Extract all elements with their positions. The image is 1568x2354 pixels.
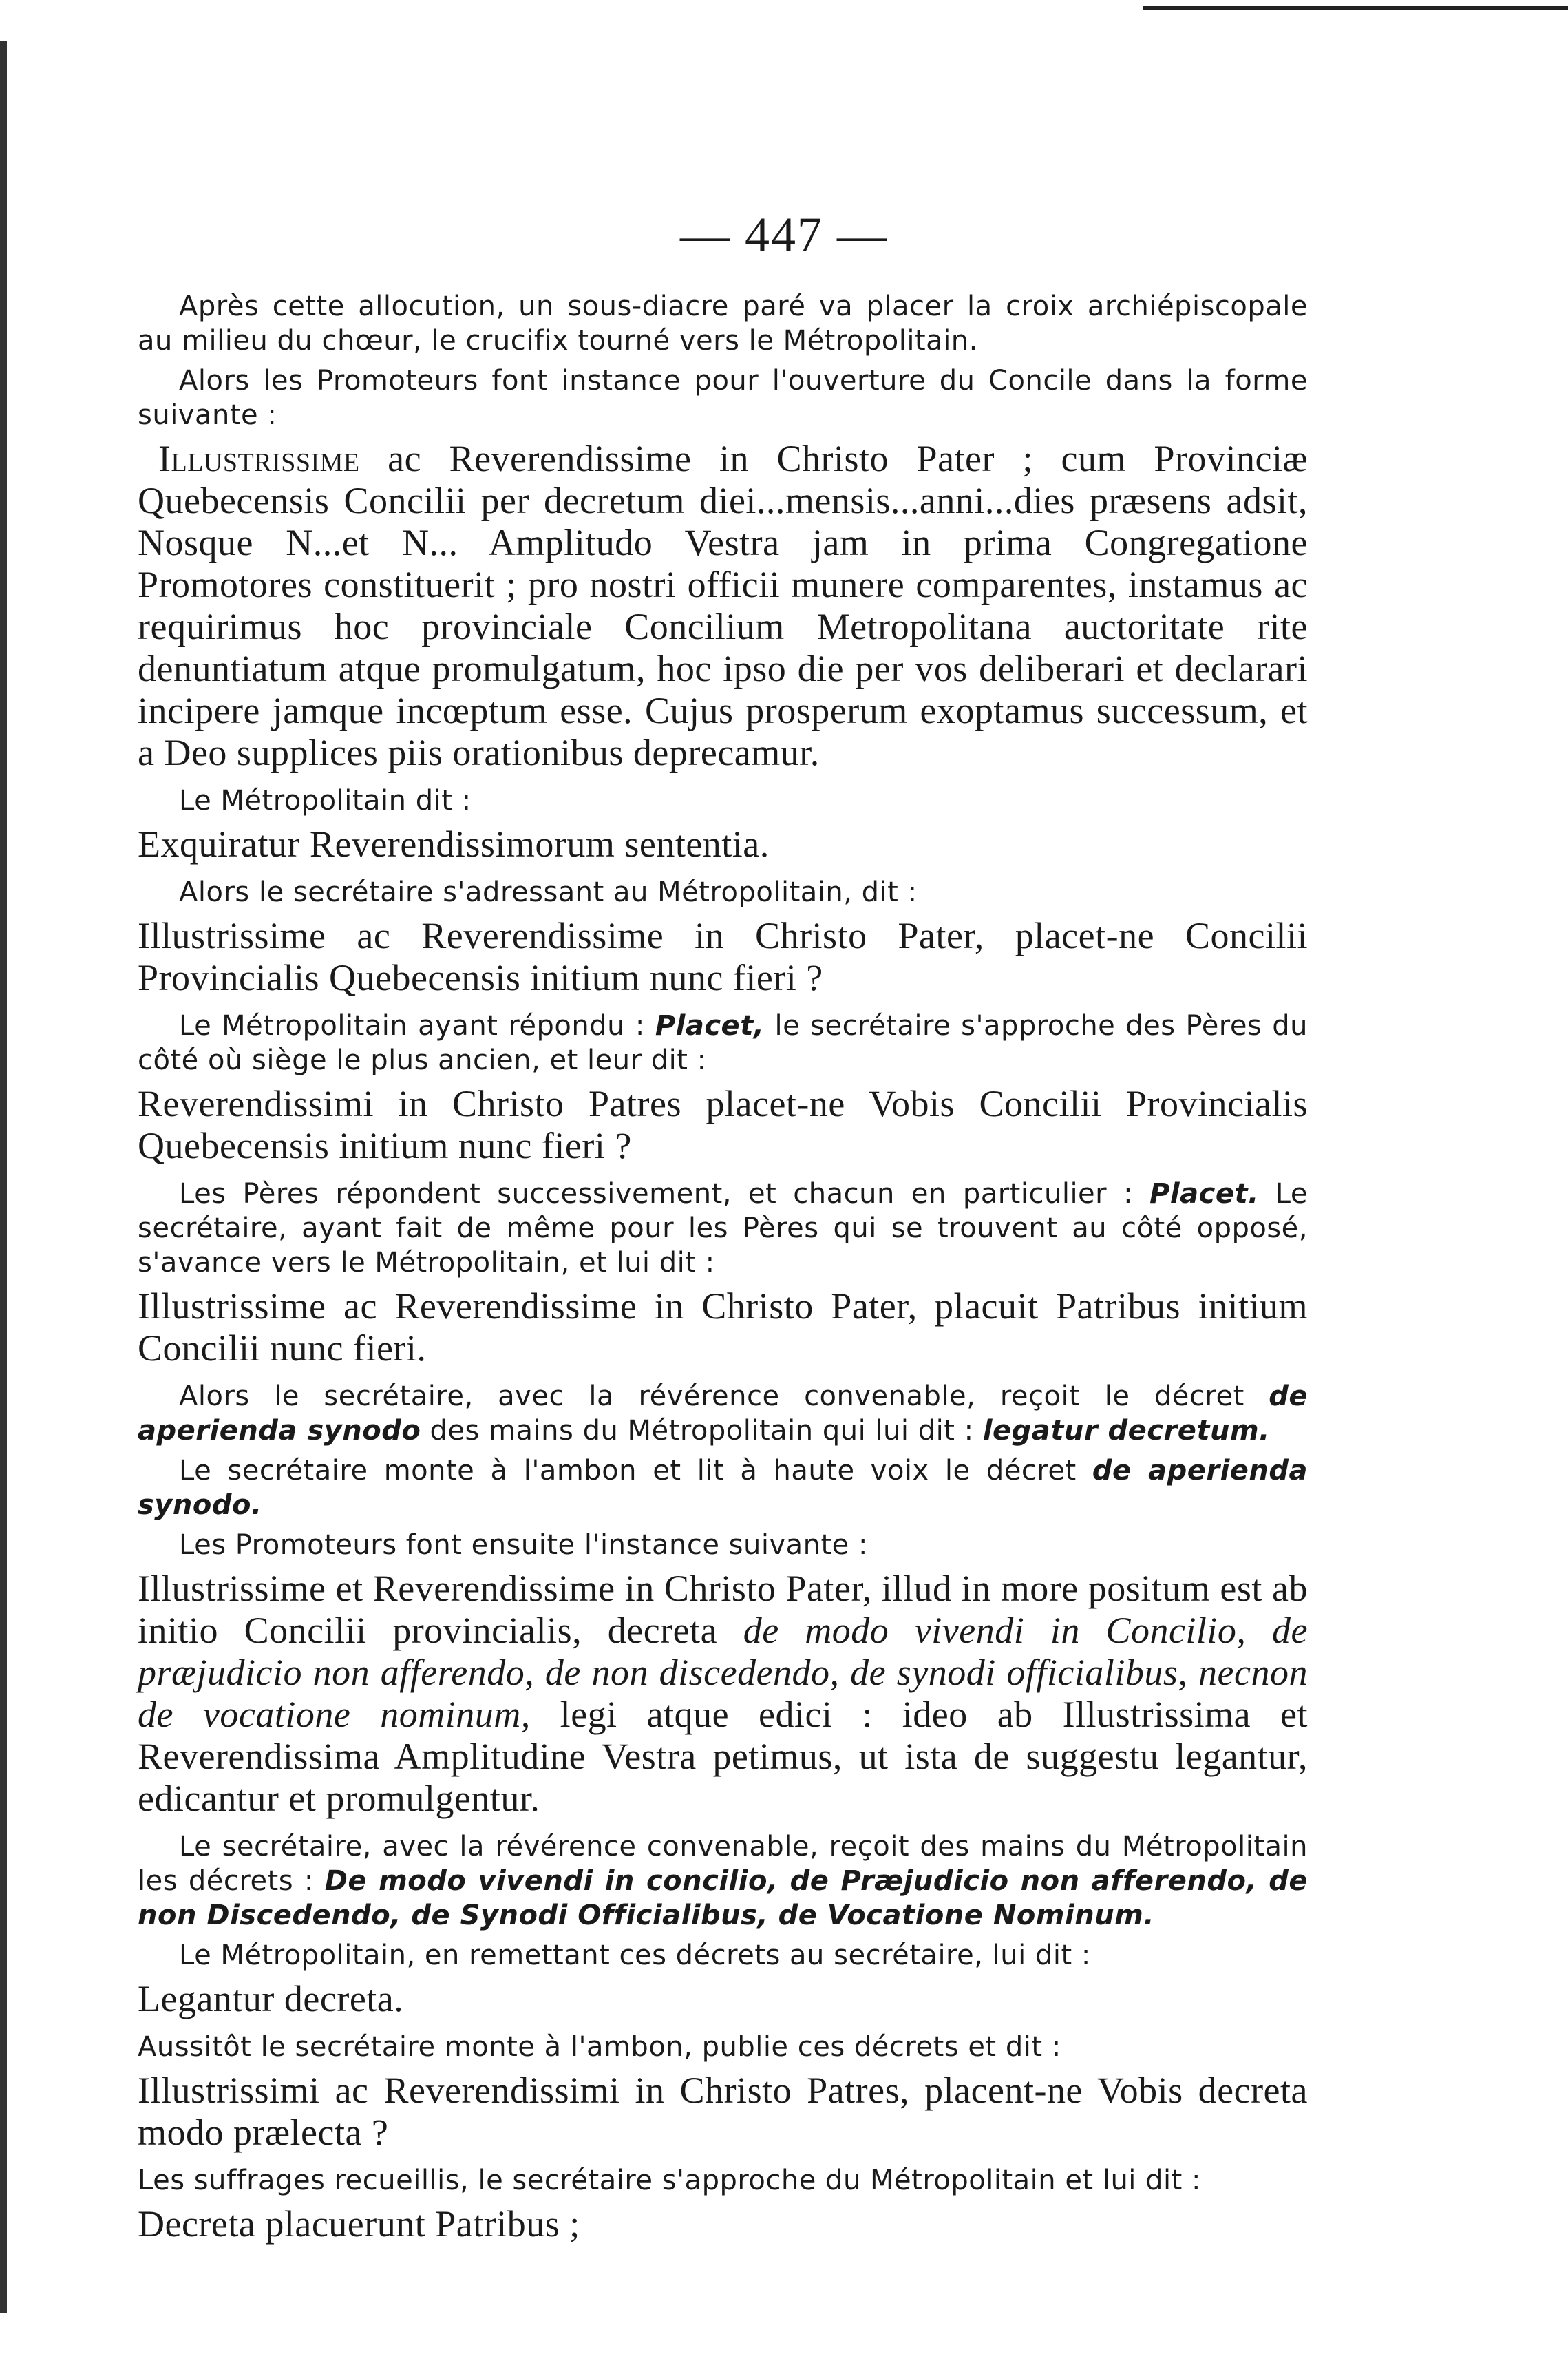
latin-placuerunt: Decreta placuerunt Patribus ; <box>138 2203 580 2245</box>
latin-exquiratur: Exquiratur Reverendissimorum sententia. <box>138 823 770 865</box>
latin-placuit-patribus: Illustrissime ac Reverendissime in Christo Pater, placuit Patribus initium Concilii nunc fieri. <box>138 1285 1308 1369</box>
top-edge-line <box>1143 6 1568 10</box>
page-number: — 447 — <box>680 207 888 262</box>
paragraph-peres-repondent: Les Pères répondent successivement, et chacun en particulier : Placet. Le secrétaire, ayant fait de même pour les Pères qui se trouvent au côté opposé, s'avance vers le Métropolitain, et lui dit : <box>138 1178 1308 1279</box>
paragraph-recoit-decrets: Le secrétaire, avec la révérence convenable, reçoit des mains du Métropolitain les décrets : De modo vivendi in concilio, de Præjudicio non afferendo, de non Discedendo, de Synodi Officialibus, de Vocatione Nominum. <box>138 1831 1308 1931</box>
paragraph-allocution: Après cette allocution, un sous-diacre paré va placer la croix archiépiscopale au milieu du chœur, le crucifix tourné vers le Métropolitain. <box>138 291 1308 357</box>
paragraph-secretaire-adressant: Alors le secrétaire s'adressant au Métropolitain, dit : <box>179 876 918 908</box>
paragraph-metropolitain-repondu: Le Métropolitain ayant répondu : Placet, le secrétaire s'approche des Pères du côté où siège le plus ancien, et leur dit : <box>138 1010 1308 1076</box>
paragraph-metropolitain-dit: Le Métropolitain dit : <box>179 785 472 817</box>
latin-promoters-request: Illustrissime ac Reverendissime in Christo Pater ; cum Provinciæ Quebecensis Concilii per decretum diei...mensis...anni...dies præsens adsit, Nosque N...et N... Amplitudo Vestra jam in prima Congregatione Promotores constituerit ; pro nostri officii munere comparentes, instamus ac requirimus hoc provinciale Concilium Metropolitana auctoritate rite denuntiatum atque promulgatum, hoc ipso die per vos deliberari et declarari incipere jamque incœptum esse. Cujus prosperum exoptamus successum, et a Deo supplices piis orationibus deprecamur. <box>138 438 1308 773</box>
latin-placent-ne: Illustrissimi ac Reverendissimi in Christo Patres, placent-ne Vobis decreta modo prælecta ? <box>138 2070 1308 2153</box>
latin-decreta-request: Illustrissime et Reverendissime in Christo Pater, illud in more positum est ab initio Concilii provincialis, decreta de modo vivendi in Concilio, de præjudicio non afferendo, de non discedendo, de synodi officialibus, necnon de vocatione nominum, legi atque edici : ideo ab Illustrissima et Reverendissima Amplitudine Vestra petimus, ut ista de suggestu legantur, edicantur et promulgentur. <box>138 1568 1308 1819</box>
left-edge-line <box>0 41 7 2313</box>
document-body <box>138 289 1308 2255</box>
paragraph-promoteurs-instance: Alors les Promoteurs font instance pour l'ouverture du Concile dans la forme suivante : <box>138 365 1308 431</box>
paragraph-publie-decrets: Aussitôt le secrétaire monte à l'ambon, publie ces décrets et dit : <box>138 2031 1061 2063</box>
latin-placet-ne-patres: Reverendissimi in Christo Patres placet-ne Vobis Concilii Provincialis Quebecensis initium nunc fieri ? <box>138 1083 1308 1166</box>
paragraph-suffrages: Les suffrages recueillis, le secrétaire s'approche du Métropolitain et lui dit : <box>138 2165 1201 2196</box>
paragraph-instance-suivante: Les Promoteurs font ensuite l'instance suivante : <box>179 1529 868 1561</box>
latin-placet-ne-pater: Illustrissime ac Reverendissime in Christo Pater, placet-ne Concilii Provincialis Quebecensis initium nunc fieri ? <box>138 915 1308 998</box>
paragraph-monte-ambon: Le secrétaire monte à l'ambon et lit à haute voix le décret de aperienda synodo. <box>138 1455 1309 1521</box>
paragraph-recoit-decret: Alors le secrétaire, avec la révérence convenable, reçoit le décret de aperienda synodo des mains du Métropolitain qui lui dit : legatur decretum. <box>138 1380 1308 1447</box>
latin-legantur: Legantur decreta. <box>138 1978 404 2019</box>
paragraph-remettant-decrets: Le Métropolitain, en remettant ces décrets au secrétaire, lui dit : <box>179 1940 1091 1971</box>
